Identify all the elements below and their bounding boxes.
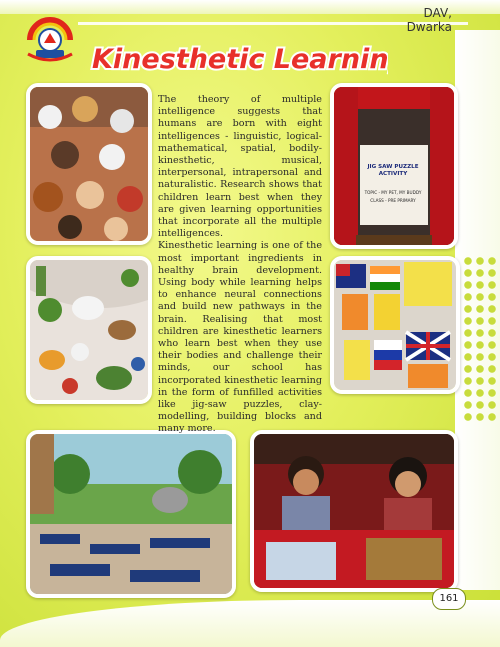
school-logo <box>22 6 78 66</box>
stage-topic: TOPIC - MY PET, MY BUDDY <box>364 190 422 195</box>
page-title-text: Kinesthetic Learning <box>92 44 388 75</box>
photo-costumed-children <box>26 83 152 245</box>
page-number: 161 <box>432 588 466 610</box>
paragraph-intelligence: The theory of multiple intelligence suggests that humans are born with eight intelligences - linguistic, logical-mathematical, spatial, bodily-kinesthetic, musical, interpersonal, intrapersonal and naturalistic. Research shows that children learn best when they are given learning opportunities that incorporate all the multiple intelligences. <box>158 94 322 240</box>
page-title <box>88 34 388 82</box>
stage-banner-title: JIG SAW PUZZLE ACTIVITY <box>367 164 419 177</box>
school-name: DAV, Dwarka <box>406 6 452 34</box>
decorative-dots <box>462 255 500 425</box>
photo-classroom-mural <box>26 430 236 598</box>
photo-clay-models <box>26 256 152 404</box>
photo-jigsaw-children <box>250 430 458 592</box>
photo-flag-posters <box>330 256 460 394</box>
stage-class: CLASS - PRE PRIMARY <box>370 198 416 203</box>
paragraph-kinesthetic: Kinesthetic learning is one of the most important ingredients in healthy brain development. Using body while learning helps to enhance neural connections and build new pathways in the brain. Realising that most children are kinesthetic learners who learn best when they use their bodies and challenge their minds, our school has incorporated kinesthetic learning in the form of funfilled activities like jig-saw puzzles, clay-modelling, building blocks and many more. <box>158 240 322 435</box>
body-text <box>158 94 322 436</box>
